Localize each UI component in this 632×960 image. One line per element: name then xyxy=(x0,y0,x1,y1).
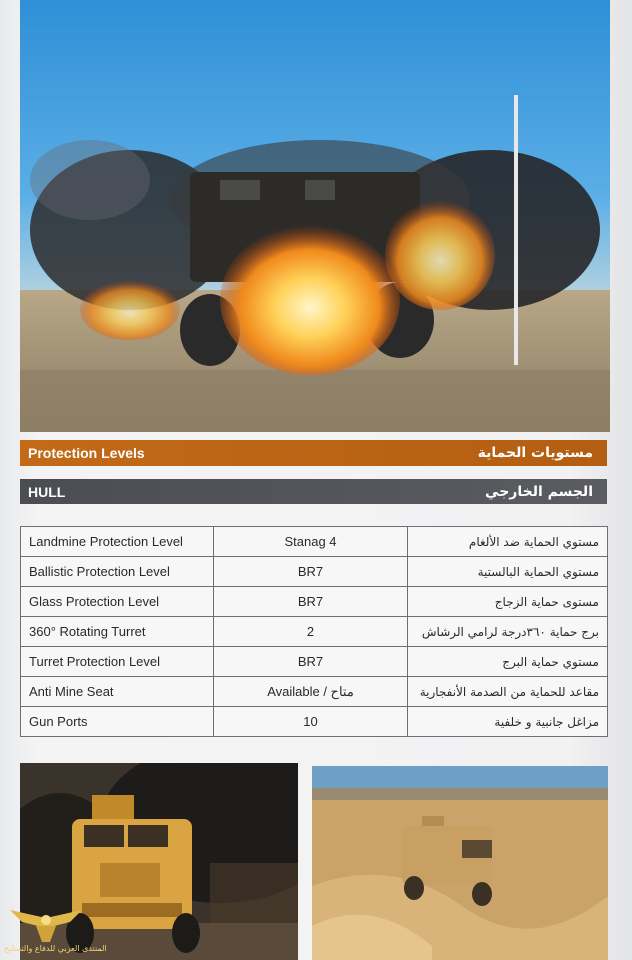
spec-label-ar: برج حماية ٣٦٠درجة لرامي الرشاش xyxy=(408,617,608,647)
spec-label-ar: مقاعد للحماية من الصدمة الأنفجارية xyxy=(408,677,608,707)
hull-title-en: HULL xyxy=(28,483,66,500)
spec-label-en: Glass Protection Level xyxy=(21,587,214,617)
spec-value: BR7 xyxy=(214,647,408,677)
spec-label-en: Gun Ports xyxy=(21,707,214,737)
spec-value: BR7 xyxy=(214,587,408,617)
protection-spec-table xyxy=(20,526,608,737)
spec-label-en: Ballistic Protection Level xyxy=(21,557,214,587)
watermark-text: المنتدى العربي للدفاع والتسليح xyxy=(4,944,107,953)
spec-label-ar: مزاغل جانبية و خلفية xyxy=(408,707,608,737)
spec-label-en: 360° Rotating Turret xyxy=(21,617,214,647)
table-row xyxy=(21,587,608,617)
protection-levels-title-en: Protection Levels xyxy=(28,445,145,461)
vehicle-blast-test-photo xyxy=(20,0,610,432)
spec-value: 2 xyxy=(214,617,408,647)
hull-title-ar: الجسم الخارجي xyxy=(485,483,593,500)
vehicle-desert-terrain-photo xyxy=(312,766,608,960)
spec-value: BR7 xyxy=(214,557,408,587)
spec-label-en: Turret Protection Level xyxy=(21,647,214,677)
spec-label-en: Anti Mine Seat xyxy=(21,677,214,707)
spec-label-ar: مستوي الحماية البالستية xyxy=(408,557,608,587)
spec-label-en: Landmine Protection Level xyxy=(21,527,214,557)
spec-label-ar: مستوى حماية الزجاج xyxy=(408,587,608,617)
table-row xyxy=(21,557,608,587)
table-row xyxy=(21,527,608,557)
table-row xyxy=(21,677,608,707)
hull-header xyxy=(20,479,607,504)
spec-label-ar: مستوي حماية البرج xyxy=(408,647,608,677)
spec-value: 10 xyxy=(214,707,408,737)
protection-levels-title-ar: مستويات الحماية xyxy=(477,445,593,461)
table-row xyxy=(21,707,608,737)
protection-levels-header xyxy=(20,440,607,466)
spec-value: Stanag 4 xyxy=(214,527,408,557)
spec-value: Available / متاح xyxy=(214,677,408,707)
table-row xyxy=(21,617,608,647)
table-row xyxy=(21,647,608,677)
spec-label-ar: مستوي الحماية ضد الألغام xyxy=(408,527,608,557)
